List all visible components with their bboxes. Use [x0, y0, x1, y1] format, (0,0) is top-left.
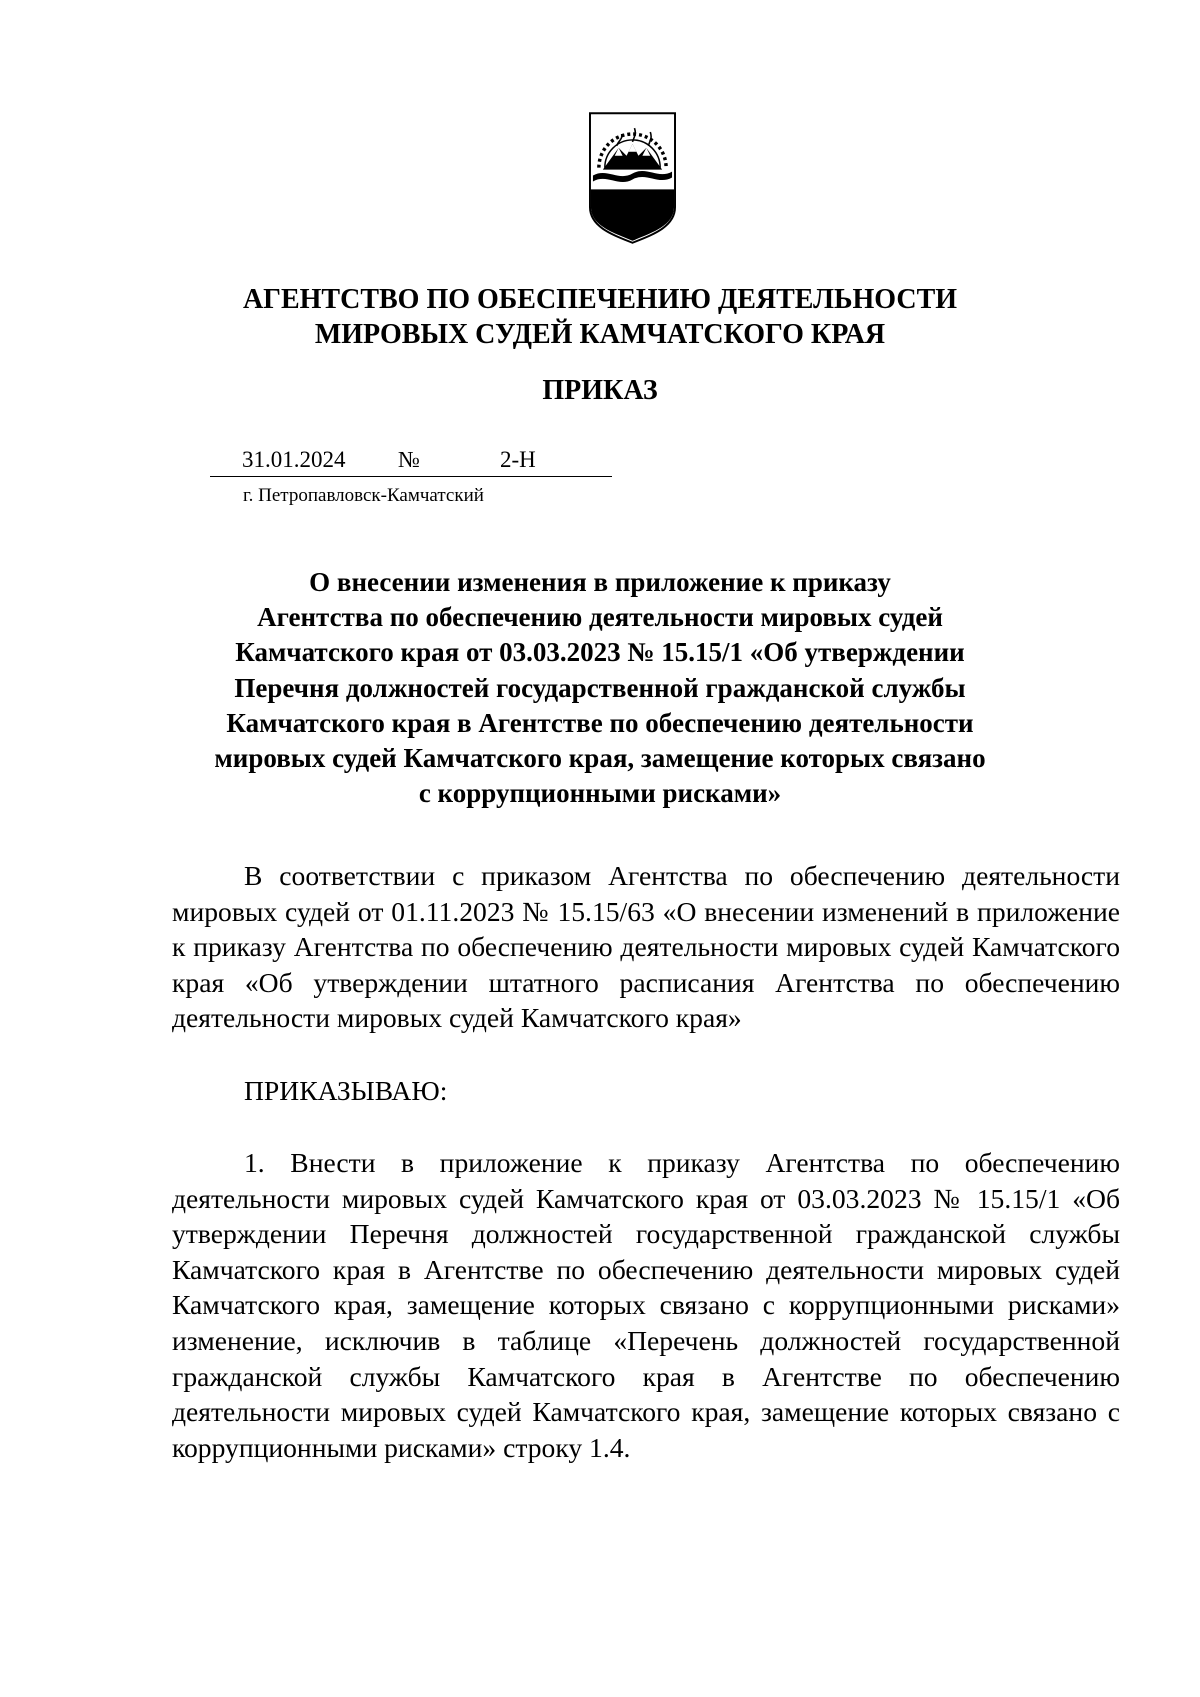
document-requisites	[210, 446, 612, 477]
agency-name-line-1: АГЕНТСТВО ПО ОБЕСПЕЧЕНИЮ ДЕЯТЕЛЬНОСТИ	[242, 284, 958, 315]
subject-line-1: О внесении изменения в приложение к приказу	[309, 567, 891, 597]
document-city: г. Петропавловск-Камчатский	[243, 485, 484, 506]
number-sign: №	[398, 447, 420, 472]
order-word: ПРИКАЗЫВАЮ:	[244, 1075, 448, 1106]
subject-line-5: Камчатского края в Агентстве по обеспечению деятельности	[226, 707, 974, 738]
subject-line-6: мировых судей Камчатского края, замещение которых связано	[214, 743, 986, 774]
basis-paragraph: В соответствии с приказом Агентства по обеспечению деятельности мировых судей от 01.11.2023 № 15.15/63 «О внесении изменений в приложение к приказу Агентства по обеспечению деятельности мировых судей Камчатского края «Об утверждении штатного расписания Агентства по обеспечению деятельности мировых судей Камчатского края»	[172, 860, 1120, 1034]
document-type: ПРИКАЗ	[542, 375, 658, 406]
agency-name	[200, 282, 1000, 352]
subject-line-7: с коррупционными рисками»	[418, 778, 782, 809]
document-number: 2-Н	[500, 447, 536, 472]
document-date: 31.01.2024	[242, 447, 346, 472]
subject-line-4: Перечня должностей государственной гражданской службы	[234, 672, 966, 703]
order-item-1: 1. Внести в приложение к приказу Агентства по обеспечению деятельности мировых судей Камчатского края от 03.03.2023 № 15.15/1 «Об утверждении Перечня должностей государственной гражданской службы Камчатского края в Агентстве по обеспечению деятельности мировых судей Камчатского края, замещение которых связано с коррупционными рисками» изменение, исключив в таблице «Перечень должностей государственной гражданской службы Камчатского края в Агентстве по обеспечению деятельности мировых судей Камчатского края, замещение которых связано с коррупционными рисками» строку 1.4.	[172, 1147, 1120, 1463]
document-subject	[180, 565, 1020, 811]
subject-line-3: Камчатского края от 03.03.2023 № 15.15/1 «Об утверждении	[235, 637, 965, 668]
agency-name-line-2: МИРОВЫХ СУДЕЙ КАМЧАТСКОГО КРАЯ	[314, 319, 886, 350]
kamchatka-coat-of-arms-icon	[589, 112, 676, 245]
subject-line-2: Агентства по обеспечению деятельности мировых судей	[257, 602, 943, 633]
